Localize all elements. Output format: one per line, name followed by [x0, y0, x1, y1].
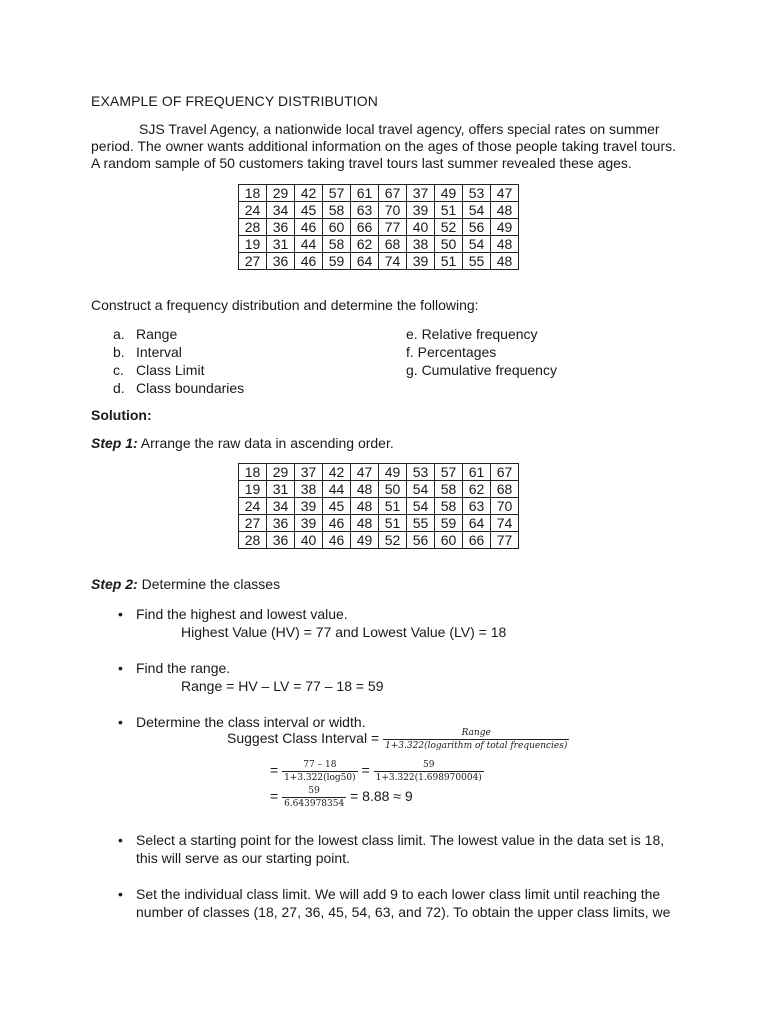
table-cell: 66	[463, 532, 491, 549]
table-cell: 47	[351, 464, 379, 481]
list-item: g. Cumulative frequency	[406, 362, 557, 378]
step2-text: Determine the classes	[137, 576, 281, 592]
table-cell: 48	[491, 236, 519, 253]
table-cell: 68	[379, 236, 407, 253]
bullet-dot-icon: •	[118, 606, 123, 622]
table-cell: 50	[379, 481, 407, 498]
list-text: Interval	[136, 344, 182, 360]
table-cell: 28	[239, 532, 267, 549]
table-cell: 54	[463, 202, 491, 219]
formula-line-2	[270, 760, 484, 783]
table-cell: 36	[267, 253, 295, 270]
step2-line	[91, 576, 280, 592]
bullet-text: Determine the class interval or width.	[136, 714, 366, 730]
table-cell: 44	[323, 481, 351, 498]
equals-sign: =	[270, 762, 279, 779]
table-cell: 56	[463, 219, 491, 236]
table-cell: 18	[239, 464, 267, 481]
table-cell: 49	[379, 464, 407, 481]
bullet-text: Find the highest and lowest value.	[136, 606, 348, 622]
step1-text: Arrange the raw data in ascending order.	[137, 435, 394, 451]
table-cell: 58	[435, 498, 463, 515]
table-cell: 74	[491, 515, 519, 532]
table-cell: 57	[323, 185, 351, 202]
raw-data-table	[238, 184, 519, 270]
table-cell: 27	[239, 253, 267, 270]
formula-line-3	[270, 786, 413, 809]
table-cell: 40	[295, 532, 323, 549]
table-cell: 34	[267, 498, 295, 515]
list-item	[91, 379, 244, 397]
table-cell: 59	[435, 515, 463, 532]
table-cell: 53	[407, 464, 435, 481]
table-cell: 60	[435, 532, 463, 549]
fraction-denominator: 1+3.322(log50)	[284, 773, 356, 783]
list-item: e. Relative frequency	[406, 326, 538, 342]
list-text: Class Limit	[136, 362, 205, 378]
table-cell: 54	[463, 236, 491, 253]
table-cell: 51	[435, 253, 463, 270]
table-cell: 67	[379, 185, 407, 202]
bullet-class-limits	[118, 885, 676, 921]
table-cell: 62	[463, 481, 491, 498]
step2-label: Step 2:	[91, 576, 138, 592]
table-cell: 19	[239, 236, 267, 253]
table-row	[239, 464, 519, 481]
fraction-final	[282, 786, 346, 809]
bullet-dot-icon: •	[118, 832, 123, 848]
table-cell: 48	[351, 481, 379, 498]
fraction-numerator: 77 – 18	[282, 760, 358, 772]
table-cell: 39	[407, 253, 435, 270]
table-cell: 74	[379, 253, 407, 270]
fraction-numerator: 59	[374, 760, 484, 772]
list-item	[91, 361, 244, 379]
table-row	[239, 481, 519, 498]
table-cell: 51	[379, 498, 407, 515]
table-cell: 45	[295, 202, 323, 219]
table-cell: 54	[407, 498, 435, 515]
sorted-data-table	[238, 463, 519, 549]
table-cell: 52	[435, 219, 463, 236]
table-cell: 58	[323, 202, 351, 219]
table-cell: 47	[491, 185, 519, 202]
table-cell: 50	[435, 236, 463, 253]
construct-instruction: Construct a frequency distribution and determine the following:	[91, 297, 479, 313]
table-cell: 18	[239, 185, 267, 202]
table-cell: 67	[491, 464, 519, 481]
formula-lead: Suggest Class Interval =	[227, 730, 384, 747]
table-cell: 27	[239, 515, 267, 532]
table-cell: 61	[463, 464, 491, 481]
bullet-text: Find the range.	[136, 660, 231, 676]
table-cell: 40	[407, 219, 435, 236]
bullet-text: Set the individual class limit. We will add 9 to each lower class limit until reaching the number of classes (18, 27, 36, 45, 54, 63, and 72). To obtain the upper class limits, we	[136, 886, 671, 920]
table-cell: 29	[267, 185, 295, 202]
table-cell: 37	[407, 185, 435, 202]
bullet-hv-lv	[118, 605, 507, 641]
table-cell: 66	[351, 219, 379, 236]
table-cell: 70	[379, 202, 407, 219]
table-cell: 77	[379, 219, 407, 236]
fraction-numerator: 59	[282, 786, 346, 798]
table-cell: 68	[491, 481, 519, 498]
table-row	[239, 185, 519, 202]
intro-text: SJS Travel Agency, a nationwide local travel agency, offers special rates on summer period. The owner wants additional information on the ages of those people taking travel tours. A random sample of 50 customers taking travel tours last summer revealed these ages.	[91, 121, 676, 171]
list-item	[91, 325, 244, 343]
table-cell: 39	[295, 515, 323, 532]
table-cell: 44	[295, 236, 323, 253]
fraction-substituted	[282, 760, 358, 783]
table-cell: 48	[351, 515, 379, 532]
list-marker: c.	[113, 362, 124, 378]
list-marker: b.	[113, 344, 125, 360]
bullet-subtext: Highest Value (HV) = 77 and Lowest Value (LV) = 18	[181, 624, 507, 640]
table-row	[239, 498, 519, 515]
fraction-denominator: 6.643978354	[284, 799, 345, 809]
table-row	[239, 532, 519, 549]
table-cell: 38	[295, 481, 323, 498]
table-cell: 38	[407, 236, 435, 253]
table-cell: 49	[491, 219, 519, 236]
table-cell: 31	[267, 236, 295, 253]
table-cell: 31	[267, 481, 295, 498]
table-cell: 19	[239, 481, 267, 498]
table-cell: 46	[323, 515, 351, 532]
step1-line	[91, 435, 394, 451]
table-cell: 53	[463, 185, 491, 202]
list-marker: d.	[113, 380, 125, 396]
table-cell: 42	[295, 185, 323, 202]
bullet-dot-icon: •	[118, 660, 123, 676]
fraction-numerator: Range	[383, 728, 569, 740]
tasks-list-left	[91, 325, 244, 397]
list-text: Class boundaries	[136, 380, 245, 396]
table-row	[239, 219, 519, 236]
table-cell: 45	[323, 498, 351, 515]
table-cell: 51	[379, 515, 407, 532]
document-title: EXAMPLE OF FREQUENCY DISTRIBUTION	[91, 93, 378, 109]
table-cell: 39	[295, 498, 323, 515]
tasks-list-right	[406, 325, 557, 379]
table-cell: 34	[267, 202, 295, 219]
list-text: Range	[136, 326, 178, 342]
table-cell: 28	[239, 219, 267, 236]
table-cell: 55	[407, 515, 435, 532]
table-row	[239, 236, 519, 253]
list-marker: a.	[113, 326, 125, 342]
table-cell: 36	[267, 515, 295, 532]
list-item: f. Percentages	[406, 344, 497, 360]
table-cell: 54	[407, 481, 435, 498]
solution-heading: Solution:	[91, 407, 152, 423]
table-cell: 55	[463, 253, 491, 270]
table-cell: 63	[351, 202, 379, 219]
table-cell: 48	[491, 202, 519, 219]
table-cell: 49	[351, 532, 379, 549]
table-cell: 46	[295, 219, 323, 236]
table-cell: 56	[407, 532, 435, 549]
table-cell: 58	[435, 481, 463, 498]
fraction-log	[374, 760, 484, 783]
bullet-text: Select a starting point for the lowest class limit. The lowest value in the data set is 18, this will serve as our starting point.	[136, 832, 665, 866]
table-cell: 64	[463, 515, 491, 532]
table-cell: 36	[267, 219, 295, 236]
table-row	[239, 202, 519, 219]
table-cell: 49	[435, 185, 463, 202]
table-cell: 60	[323, 219, 351, 236]
table-cell: 63	[463, 498, 491, 515]
table-cell: 36	[267, 532, 295, 549]
table-cell: 48	[351, 498, 379, 515]
table-cell: 24	[239, 202, 267, 219]
fraction-range	[383, 728, 569, 751]
table-cell: 61	[351, 185, 379, 202]
bullet-starting-point	[118, 831, 676, 867]
step1-label: Step 1:	[91, 435, 138, 451]
table-row	[239, 515, 519, 532]
table-cell: 58	[323, 236, 351, 253]
table-row	[239, 253, 519, 270]
table-cell: 62	[351, 236, 379, 253]
table-cell: 48	[491, 253, 519, 270]
equals-sign: =	[270, 788, 279, 805]
bullet-subtext: Range = HV – LV = 77 – 18 = 59	[181, 678, 384, 694]
table-cell: 64	[351, 253, 379, 270]
table-cell: 37	[295, 464, 323, 481]
bullet-dot-icon: •	[118, 714, 123, 730]
table-cell: 24	[239, 498, 267, 515]
table-cell: 46	[295, 253, 323, 270]
table-cell: 39	[407, 202, 435, 219]
bullet-range	[118, 659, 384, 695]
table-cell: 51	[435, 202, 463, 219]
table-cell: 59	[323, 253, 351, 270]
table-cell: 52	[379, 532, 407, 549]
table-cell: 46	[323, 532, 351, 549]
fraction-denominator: 1+3.322(logarithm of total frequencies)	[385, 741, 568, 751]
table-cell: 29	[267, 464, 295, 481]
formula-line-1	[227, 728, 569, 751]
intro-paragraph	[91, 121, 681, 172]
table-cell: 77	[491, 532, 519, 549]
fraction-denominator: 1+3.322(1.698970004)	[375, 773, 482, 783]
equals-sign: =	[361, 762, 370, 779]
bullet-dot-icon: •	[118, 886, 123, 902]
table-cell: 57	[435, 464, 463, 481]
list-item	[91, 343, 244, 361]
formula-result: = 8.88 ≈ 9	[350, 788, 413, 805]
table-cell: 70	[491, 498, 519, 515]
table-cell: 42	[323, 464, 351, 481]
